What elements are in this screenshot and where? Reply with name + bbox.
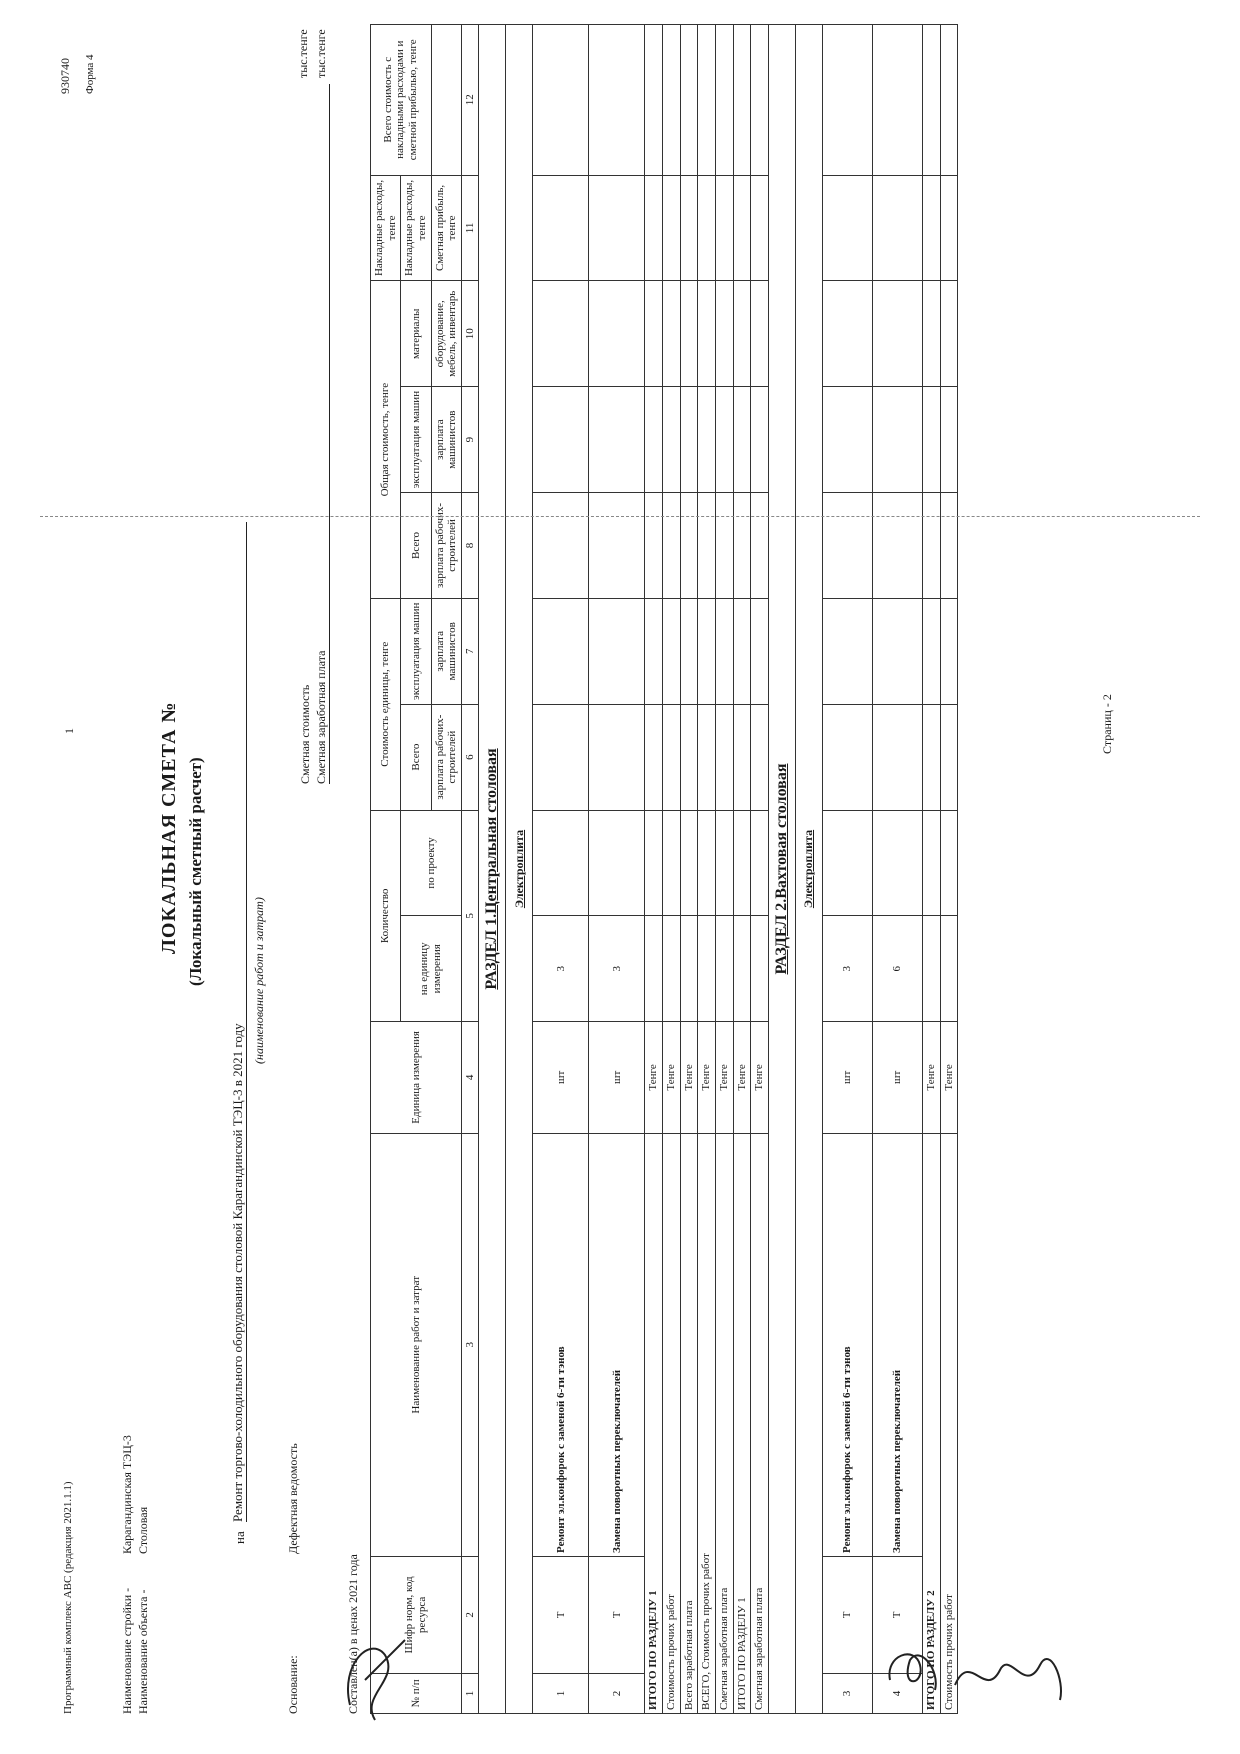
total-name: ИТОГО ПО РАЗДЕЛУ 2 [922, 1133, 940, 1713]
on-label: на [232, 1531, 247, 1544]
cost-unit: тыс.тенге [296, 29, 310, 78]
col-unit-header: Единица измерения [371, 1022, 462, 1133]
estimate-subtitle: (Локальный сметный расчет) [186, 757, 205, 986]
salary-unit: тыс.тенге [314, 29, 328, 78]
row-code: Т [872, 1556, 922, 1673]
section-2-subtitle: Электроплита [795, 25, 822, 1714]
form-number: Форма 4 [84, 54, 96, 94]
total-row [751, 25, 769, 1714]
col-number: 1 [461, 1673, 479, 1713]
row-num: 2 [589, 1673, 645, 1713]
col-overhead-sub: Накладные расходы, тенге [401, 175, 431, 281]
col-number: 3 [461, 1133, 479, 1556]
section-1-subtitle-row [506, 25, 533, 1714]
total-name: ИТОГО ПО РАЗДЕЛУ 1 [645, 1133, 663, 1713]
signature-1 [330, 1625, 420, 1730]
total-name: Сметная заработная плата [751, 1133, 769, 1713]
total-name: ВСЕГО, Стоимость прочих работ [698, 1133, 716, 1713]
estimated-salary-label: Сметная заработная плата [314, 84, 330, 784]
col-num-header: № п/п [371, 1673, 462, 1713]
col-salary-machinists: зарплата машинистов [431, 598, 461, 704]
col-number: 2 [461, 1556, 479, 1673]
table-row [533, 25, 589, 1714]
total-unit: Тенге [698, 1022, 716, 1133]
row-qty: 6 [872, 916, 922, 1022]
row-num: 4 [872, 1673, 922, 1713]
signature-2 [880, 1640, 950, 1705]
col-totalcost-machines: эксплуатация машин [401, 387, 431, 493]
object-value: Столовая [136, 1506, 150, 1554]
total-unit: Тенге [940, 1022, 958, 1133]
row-unit: шт [533, 1022, 589, 1133]
col-qty-project: по проекту [401, 810, 462, 916]
column-number-row [461, 25, 479, 1714]
total-row [716, 25, 734, 1714]
row-name: Ремонт эл.конфорок с заменой 6-ти тэнов [533, 1133, 589, 1556]
col-name-header: Наименование работ и затрат [371, 1133, 462, 1556]
total-name: Сметная заработная плата [716, 1133, 734, 1713]
total-name: Стоимость прочих работ [940, 1133, 958, 1713]
row-code: Т [822, 1556, 872, 1673]
col-totalcost-header: Общая стоимость, тенге [371, 281, 401, 599]
total-name: ИТОГО ПО РАЗДЕЛУ 1 [733, 1133, 751, 1713]
section-2-title-row [768, 25, 795, 1714]
estimate-title: ЛОКАЛЬНАЯ СМЕТА № [158, 701, 180, 954]
table-row [822, 25, 872, 1714]
row-unit: шт [822, 1022, 872, 1133]
total-row [663, 25, 681, 1714]
col-equipment: оборудование, мебель, инвентарь [431, 281, 461, 387]
total-unit: Тенге [645, 1022, 663, 1133]
estimate-table [370, 24, 958, 1714]
total-row [698, 25, 716, 1714]
row-name: Замена поворотных переключателей [872, 1133, 922, 1556]
col-number: 4 [461, 1022, 479, 1133]
col-number: 11 [461, 175, 479, 281]
work-caption: (наименование работ и затрат) [252, 897, 266, 1064]
row-num: 1 [533, 1673, 589, 1713]
col-unitcost-machines: эксплуатация машин [401, 598, 431, 704]
col-grand-header: Всего стоимость с накладными расходами и сметной прибылью, тенге [371, 25, 432, 176]
row-qty: 3 [822, 916, 872, 1022]
col-totalcost-materials: материалы [401, 281, 431, 387]
compiled-prices: Составлен(а) в ценах 2021 года [346, 1554, 360, 1714]
section-1-title-row [479, 25, 506, 1714]
section-2-subtitle-row [795, 25, 822, 1714]
col-number: 9 [461, 387, 479, 493]
total-unit: Тенге [663, 1022, 681, 1133]
row-qty: 3 [533, 916, 589, 1022]
col-qty-unit: на единицу измерения [401, 916, 462, 1022]
estimated-cost-label: Сметная стоимость [298, 684, 312, 784]
total-row [922, 25, 940, 1714]
row-unit: шт [872, 1022, 922, 1133]
document-code: 930740 [58, 58, 72, 94]
total-name: Стоимость прочих работ [663, 1133, 681, 1713]
work-name: Ремонт торгово-холодильного оборудования столовой Карагандинской ТЭЦ-3 в 2021 году [230, 522, 247, 1522]
col-totalcost-total: Всего [401, 493, 431, 599]
site-label: Наименование стройки - [120, 1587, 134, 1714]
col-qty-header: Количество [371, 810, 401, 1022]
signature-3 [950, 1640, 1070, 1715]
col-number: 6 [461, 704, 479, 810]
row-code: Т [533, 1556, 589, 1673]
site-value: Карагандинская ТЭЦ-3 [120, 1435, 134, 1554]
total-unit: Тенге [680, 1022, 698, 1133]
table-row [589, 25, 645, 1714]
col-number: 8 [461, 493, 479, 599]
row-code: Т [589, 1556, 645, 1673]
col-unitcost-header: Стоимость единицы, тенге [371, 598, 401, 810]
page-count: Страниц - 2 [1100, 694, 1114, 754]
col-number: 12 [461, 25, 479, 176]
section-1-subtitle: Электроплита [506, 25, 533, 1714]
row-qty: 3 [589, 916, 645, 1022]
fold-line [40, 516, 1200, 517]
col-total-salary-workers: зарплата рабочих-строителей [431, 493, 461, 599]
row-num: 3 [822, 1673, 872, 1713]
program-label: Программный комплекс АВС (редакция 2021.1.1) [62, 1481, 74, 1714]
total-unit: Тенге [716, 1022, 734, 1133]
col-number: 10 [461, 281, 479, 387]
col-number: 7 [461, 598, 479, 704]
total-unit: Тенге [733, 1022, 751, 1133]
header-row-1 [371, 25, 401, 1714]
table-row [872, 25, 922, 1714]
col-salary-workers: зарплата рабочих-строителей [431, 704, 461, 810]
total-row [645, 25, 663, 1714]
section-2-title: РАЗДЕЛ 2.Вахтовая столовая [768, 25, 795, 1714]
total-unit: Тенге [751, 1022, 769, 1133]
row-name: Ремонт эл.конфорок с заменой 6-ти тэнов [822, 1133, 872, 1556]
object-label: Наименование объекта - [136, 1589, 150, 1714]
section-1-title: РАЗДЕЛ 1.Центральная столовая [479, 25, 506, 1714]
total-unit: Тенге [922, 1022, 940, 1133]
basis-label: Основание: [286, 1655, 300, 1714]
total-row [733, 25, 751, 1714]
col-grand-empty [431, 25, 461, 176]
total-row [940, 25, 958, 1714]
col-profit: Сметная прибыль, тенге [431, 175, 461, 281]
total-row [680, 25, 698, 1714]
total-name: Всего заработная плата [680, 1133, 698, 1713]
col-total-salary-machinists: зарплата машинистов [431, 387, 461, 493]
col-number: 5 [461, 810, 479, 1022]
col-unitcost-total: Всего [401, 704, 431, 810]
col-code-header: Шифр норм, код ресурса [371, 1556, 462, 1673]
row-unit: шт [589, 1022, 645, 1133]
basis-value: Дефектная ведомость [286, 1443, 300, 1554]
row-name: Замена поворотных переключателей [589, 1133, 645, 1556]
page-top-number: 1 [62, 728, 76, 734]
col-overhead-header: Накладные расходы, тенге [371, 175, 401, 281]
